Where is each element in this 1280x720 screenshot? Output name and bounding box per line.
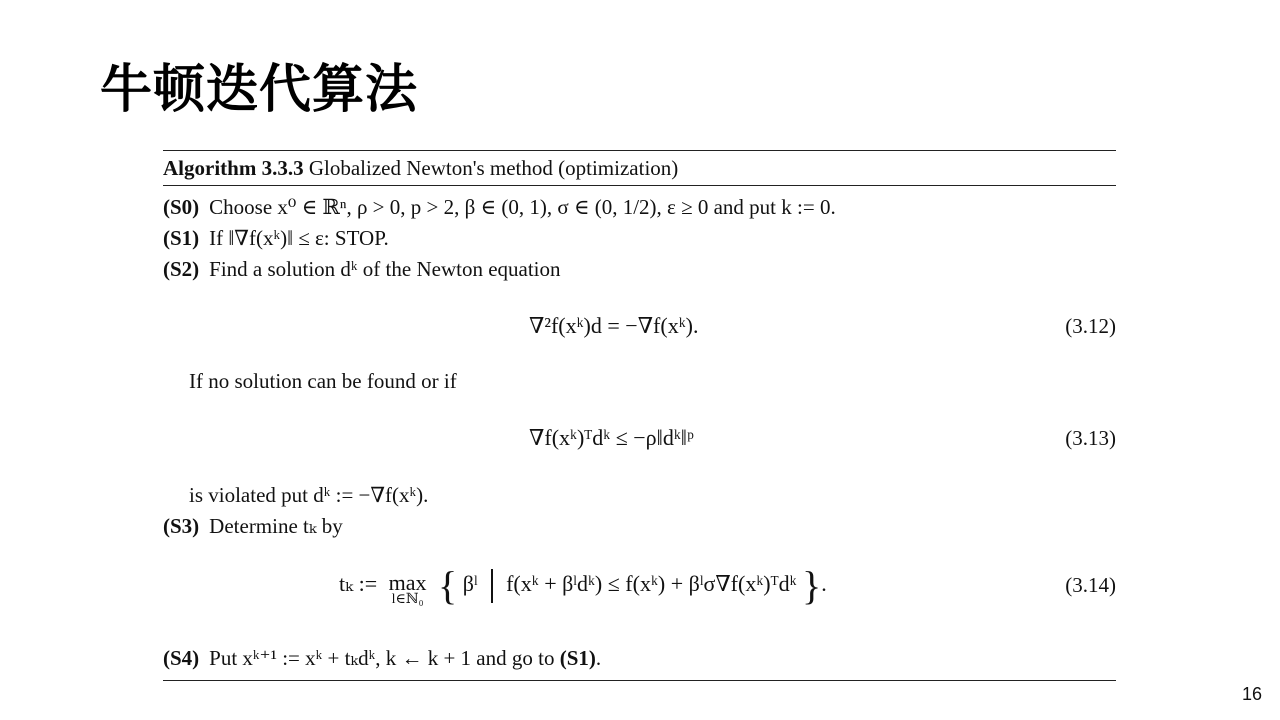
equation-3-14-lhs: tₖ := — [339, 571, 378, 597]
equation-number-3-12: (3.12) — [1065, 314, 1116, 338]
equation-number-3-14: (3.14) — [1065, 573, 1116, 597]
set-builder-bar — [491, 569, 493, 603]
step-s0-text: Choose x⁰ ∈ ℝⁿ, ρ > 0, p > 2, β ∈ (0, 1), σ ∈ (0, 1/2), ε ≥ 0 and put k := 0. — [209, 195, 836, 219]
close-brace: } — [802, 563, 822, 608]
step-s3-tag: (S3) — [163, 514, 200, 538]
equation-3-13: ∇f(xᵏ)ᵀdᵏ ≤ −ρ‖dᵏ‖ᵖ — [529, 425, 694, 450]
step-s1-text: If ‖∇f(xᵏ)‖ ≤ ε: STOP. — [209, 226, 389, 250]
step-s1 — [163, 224, 389, 252]
equation-number-3-13: (3.13) — [1065, 426, 1116, 450]
step-s2-tag: (S2) — [163, 257, 200, 281]
step-s0 — [163, 193, 836, 221]
step-s4 — [163, 644, 601, 672]
max-label: max — [388, 570, 427, 595]
step-s2-text: Find a solution dᵏ of the Newton equation — [209, 257, 561, 281]
step-s4-end: . — [595, 646, 602, 670]
step-s4-text: Put xᵏ⁺¹ := xᵏ + tₖdᵏ, k ← k + 1 and go to — [209, 646, 555, 670]
step-s4-tag: (S4) — [163, 646, 200, 670]
step-s4-ref: (S1) — [559, 646, 596, 670]
equation-3-14 — [339, 563, 827, 608]
algorithm-header — [163, 151, 1116, 185]
violated-text: is violated put dᵏ := −∇f(xᵏ). — [189, 483, 429, 507]
open-brace: { — [438, 563, 458, 608]
step-s3-text: Determine tₖ by — [209, 514, 343, 538]
algorithm-header-rule — [163, 185, 1116, 186]
equation-3-14-end: . — [821, 571, 827, 597]
algorithm-bottom-rule — [163, 680, 1116, 681]
equation-3-12: ∇²f(xᵏ)d = −∇f(xᵏ). — [529, 313, 699, 338]
max-subscript: l∈ℕ₀ — [391, 592, 424, 607]
step-s1-tag: (S1) — [163, 226, 200, 250]
step-s3 — [163, 512, 343, 540]
algorithm-name: Globalized Newton's method (optimization) — [308, 156, 679, 180]
slide-title: 牛顿迭代算法 — [100, 60, 419, 120]
step-s0-tag: (S0) — [163, 195, 200, 219]
algorithm-label: Algorithm 3.3.3 — [163, 156, 304, 180]
equation-3-14-beta: βˡ — [462, 571, 478, 597]
page-number: 16 — [1241, 684, 1262, 704]
max-operator — [389, 569, 427, 607]
algorithm-box — [163, 150, 1116, 670]
condition-text: If no solution can be found or if — [189, 369, 457, 393]
equation-3-14-body: f(xᵏ + βˡdᵏ) ≤ f(xᵏ) + βˡσ∇f(xᵏ)ᵀdᵏ — [506, 571, 797, 597]
step-s2 — [163, 255, 561, 283]
